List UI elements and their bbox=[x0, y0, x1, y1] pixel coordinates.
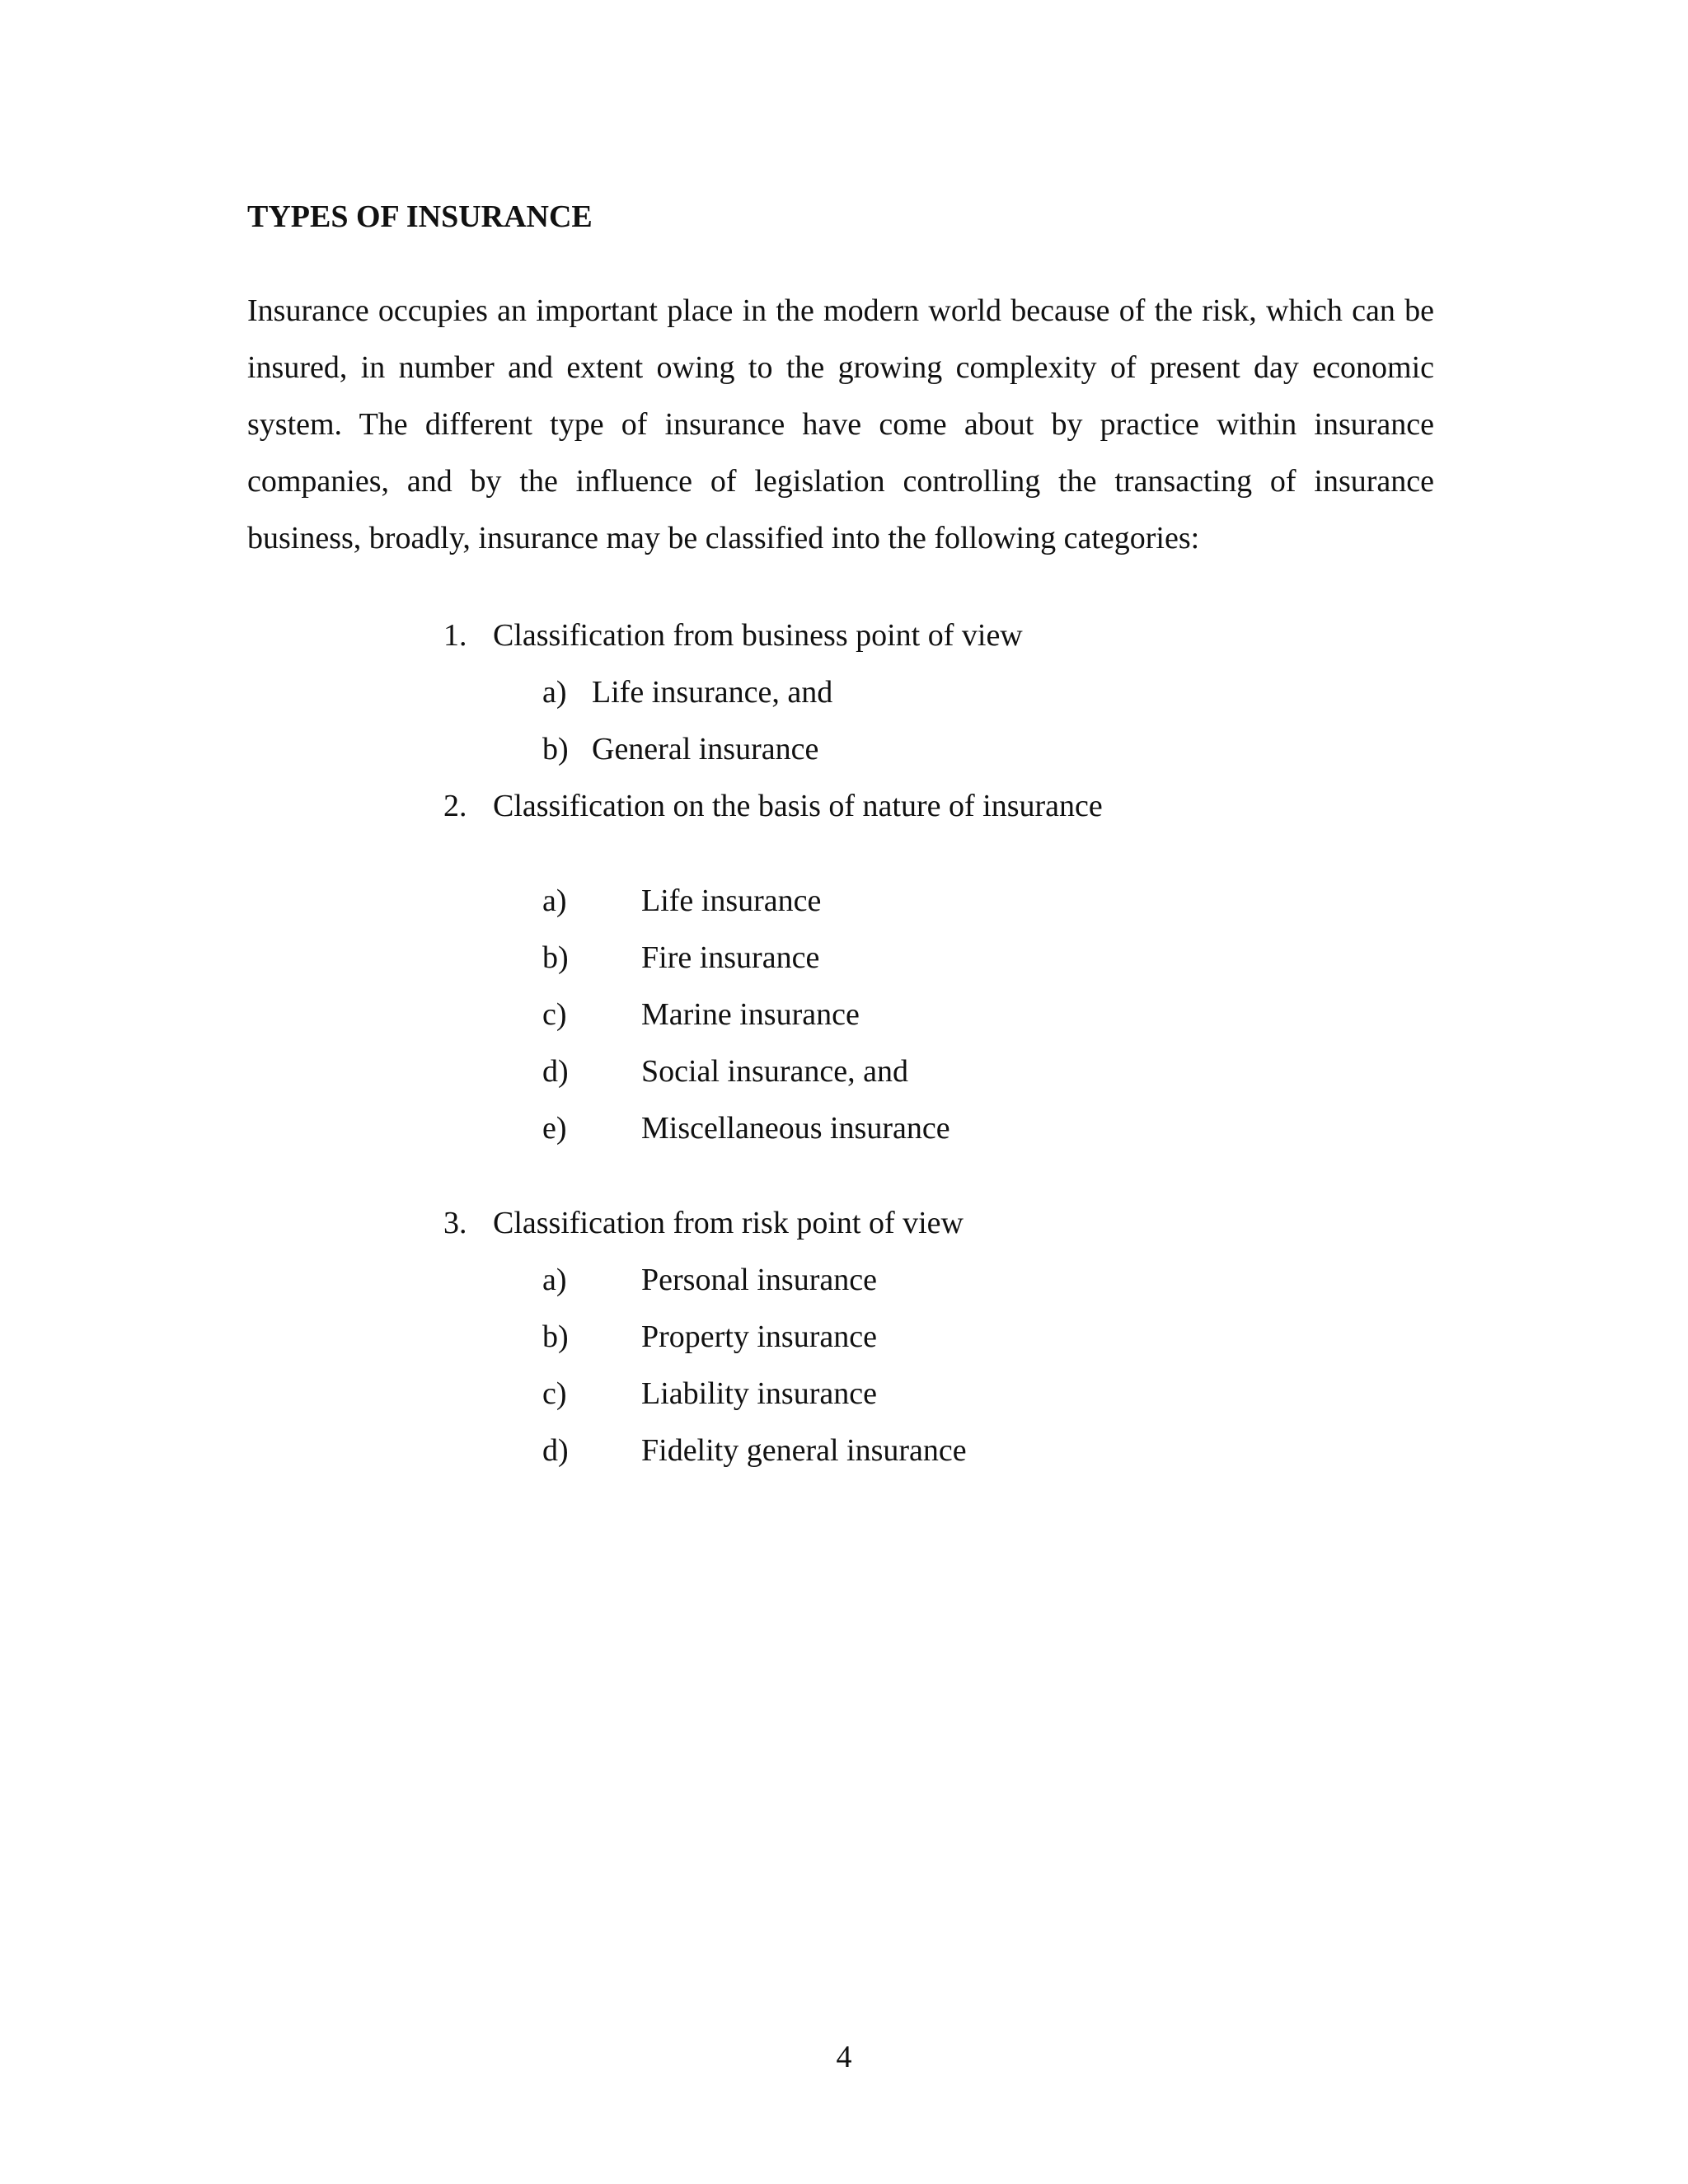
list-item-text: Fidelity general insurance bbox=[641, 1433, 967, 1468]
list-item-text: Miscellaneous insurance bbox=[641, 1111, 950, 1146]
classification-number: 3. bbox=[443, 1206, 467, 1240]
list-item-text: Fire insurance bbox=[641, 940, 820, 975]
list-item-text: Marine insurance bbox=[641, 997, 860, 1032]
list-item-marker: b) bbox=[542, 940, 569, 975]
section-heading: TYPES OF INSURANCE bbox=[247, 199, 593, 234]
list-item-marker: a) bbox=[542, 883, 567, 918]
list-item-marker: d) bbox=[542, 1433, 569, 1468]
classification-title: Classification from risk point of view bbox=[493, 1206, 964, 1240]
list-item-marker: e) bbox=[542, 1111, 567, 1146]
classification-title: Classification on the basis of nature of insurance bbox=[493, 789, 1103, 823]
list-item-marker: d) bbox=[542, 1054, 569, 1089]
list-item-text: Social insurance, and bbox=[641, 1054, 908, 1089]
list-item-marker: b) bbox=[542, 1319, 569, 1354]
list-item-text: Life insurance bbox=[641, 883, 822, 918]
list-item-text: General insurance bbox=[592, 732, 819, 766]
list-item-marker: b) bbox=[542, 732, 569, 766]
list-item-marker: c) bbox=[542, 1376, 567, 1411]
list-item-marker: a) bbox=[542, 675, 567, 710]
list-item-marker: a) bbox=[542, 1263, 567, 1297]
classification-number: 2. bbox=[443, 789, 467, 823]
classification-number: 1. bbox=[443, 618, 467, 653]
classification-title: Classification from business point of view bbox=[493, 618, 1023, 653]
list-item-marker: c) bbox=[542, 997, 567, 1032]
list-item-text: Personal insurance bbox=[641, 1263, 877, 1297]
list-item-text: Property insurance bbox=[641, 1319, 877, 1354]
page-number: 4 bbox=[836, 2040, 852, 2074]
list-item-text: Liability insurance bbox=[641, 1376, 877, 1411]
list-item-text: Life insurance, and bbox=[592, 675, 833, 710]
intro-paragraph: Insurance occupies an important place in the modern world because of the risk, which can be insured, in number and extent owing to the growing complexity of present day economic system. The different type of insurance have come about by practice within insurance companies, and by the influence of legislation controlling the transacting of insurance business, broadly, insurance may be classified into the following categories: bbox=[247, 293, 1434, 555]
